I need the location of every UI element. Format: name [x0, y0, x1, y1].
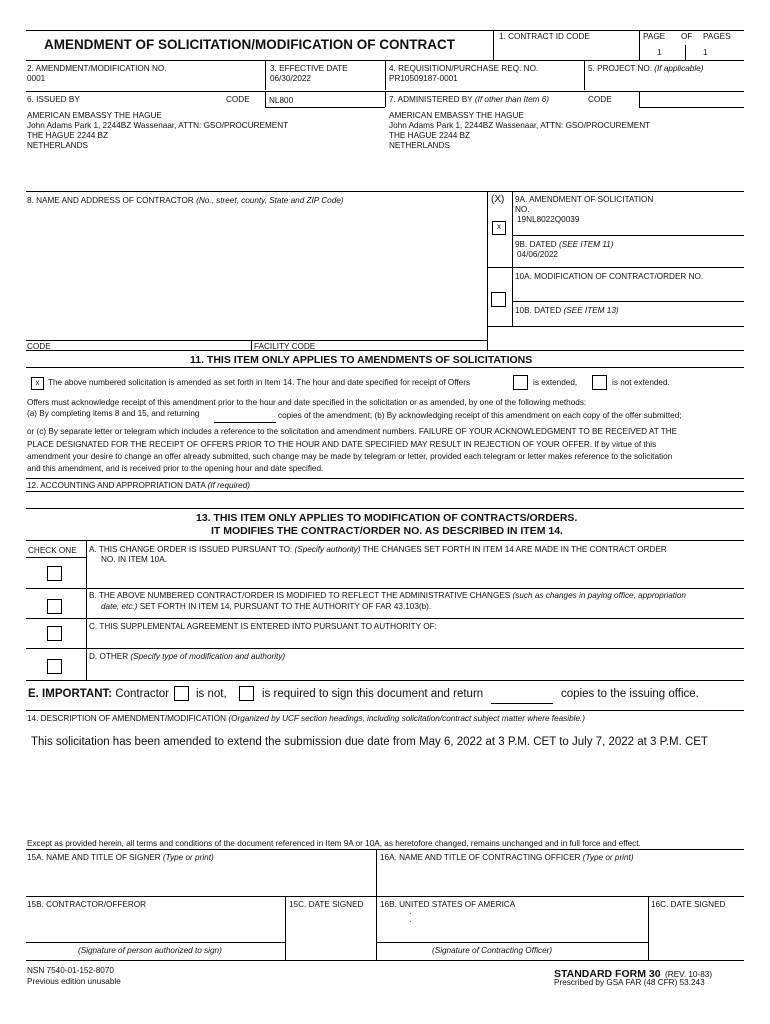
not-extended-checkbox[interactable] [592, 375, 607, 390]
item13c-checkbox[interactable] [47, 626, 62, 641]
requisition-value: PR10509187-0001 [389, 74, 458, 83]
amendment-no-value: 0001 [27, 74, 46, 83]
item13d-checkbox[interactable] [47, 659, 62, 674]
item11-line2: Offers must acknowledge receipt of this amendment prior to the hour and date specified in the solicitation or as amended, by one of the following methods: [27, 398, 587, 407]
pages-number: 1 [703, 48, 708, 57]
item10b-label: 10B. DATED (SEE ITEM 13) [515, 306, 619, 315]
effective-date-label: 3. EFFECTIVE DATE [270, 64, 348, 73]
returning-copies-blank[interactable] [214, 422, 276, 423]
item11-checkbox[interactable]: x [31, 377, 44, 390]
item15-signature-hint: (Signature of person authorized to sign) [78, 946, 222, 955]
of-label: OF [681, 32, 693, 41]
contract-id-label: 1. CONTRACT ID CODE [499, 32, 590, 41]
item12-label: 12. ACCOUNTING AND APPROPRIATION DATA (If required) [27, 481, 250, 490]
administered-line4: NETHERLANDS [389, 141, 450, 150]
item13b-line2: date, etc.) SET FORTH IN ITEM 14, PURSUANT TO THE AUTHORITY OF FAR 43.103(b). [101, 602, 432, 611]
issued-code-value: NL800 [269, 96, 294, 105]
check-one-label: CHECK ONE [28, 546, 77, 555]
item11-line5: PLACE DESIGNATED FOR THE RECEIPT OF OFFERS PRIOR TO THE HOUR AND DATE SPECIFIED MAY RESULT IN REJECTION OF YOUR OFFER. If by virtue of this [27, 440, 657, 449]
prescribed-by: Prescribed by GSA FAR (48 CFR) 53.243 [554, 978, 705, 987]
extended-checkbox[interactable] [513, 375, 528, 390]
facility-code-label: FACILITY CODE [254, 342, 316, 351]
item13b-line1: B. THE ABOVE NUMBERED CONTRACT/ORDER IS MODIFIED TO REFLECT THE ADMINISTRATIVE CHANGES (such as changes in paying office, appropriation [89, 591, 686, 600]
item13d-text: D. OTHER (Specify type of modification and authority) [89, 652, 286, 661]
administered-code-label: CODE [588, 95, 612, 104]
item15a-label: 15A. NAME AND TITLE OF SIGNER (Type or print) [27, 853, 214, 862]
is-not-checkbox[interactable] [174, 686, 189, 701]
signature-marker: · · [409, 909, 412, 926]
is-not-label: is not, [196, 688, 227, 700]
item14-description: This solicitation has been amended to extend the submission due date from May 6, 2022 at 3 P.M. CET to July 7, 2022 at 3 P.M. CET [31, 736, 708, 748]
effective-date-value: 06/30/2022 [270, 74, 311, 83]
item9b-value: 04/06/2022 [517, 250, 558, 259]
item11-line4: or (c) By separate letter or telegram which includes a reference to the solicitation and amendment numbers. FAILURE OF YOUR ACKNOWLEDGMENT TO BE RECEIVED AT THE [27, 427, 678, 436]
standard-form-number: STANDARD FORM 30 (REV. 10-83) [554, 968, 713, 980]
item13a-line2: NO. IN ITEM 10A. [101, 555, 167, 564]
contractor-label: 8. NAME AND ADDRESS OF CONTRACTOR (No., street, county, State and ZIP Code) [27, 196, 344, 205]
item9a-value: 19NL8022Q0039 [517, 215, 580, 224]
item11-line6: amendment your desire to change an offer already submitted, such change may be made by telegram or letter, provided each telegram or letter makes reference to the solicitation [27, 452, 673, 461]
issued-by-line3: THE HAGUE 2244 BZ [27, 131, 108, 140]
important-label: E. IMPORTANT: [28, 688, 113, 700]
item9a-checkbox[interactable]: x [492, 221, 506, 235]
item13c-text: C. THIS SUPPLEMENTAL AGREEMENT IS ENTERED INTO PURSUANT TO AUTHORITY OF: [89, 622, 437, 631]
item11-line1: The above numbered solicitation is amended as set forth in Item 14. The hour and date specified for receipt of Offers [48, 378, 471, 387]
item10-checkbox[interactable] [491, 292, 506, 307]
administered-line2: John Adams Park 1, 2244BZ Wassenaar, ATTN: GSO/PROCUREMENT [389, 121, 651, 130]
not-extended-label: is not extended. [612, 378, 670, 387]
return-copies-blank[interactable] [491, 703, 553, 704]
issued-by-line2: John Adams Park 1, 2244BZ Wassenaar, ATTN: GSO/PROCUREMENT [27, 121, 289, 130]
item15b-label: 15B. CONTRACTOR/OFFEROR [27, 900, 147, 909]
item13a-checkbox[interactable] [47, 566, 62, 581]
is-required-label: is required to sign this document and return [262, 688, 484, 700]
item16a-label: 16A. NAME AND TITLE OF CONTRACTING OFFICER (Type or print) [380, 853, 634, 862]
administered-line1: AMERICAN EMBASSY THE HAGUE [389, 111, 524, 120]
terms-note: Except as provided herein, all terms and conditions of the document referenced in Item 9A or 10A, as heretofore changed, remains unchanged and in full force and effect. [27, 839, 641, 848]
item14-label: 14. DESCRIPTION OF AMENDMENT/MODIFICATION (Organized by UCF section headings, including solicitation/contract subject matter where feasible.) [27, 714, 586, 723]
item11-heading: 11. THIS ITEM ONLY APPLIES TO AMENDMENTS OF SOLICITATIONS [190, 354, 533, 366]
x-column-label: (X) [491, 194, 505, 205]
item9a-label: 9A. AMENDMENT OF SOLICITATION [515, 195, 654, 204]
item13-heading1: 13. THIS ITEM ONLY APPLIES TO MODIFICATION OF CONTRACTS/ORDERS. [196, 512, 578, 524]
is-required-checkbox[interactable] [239, 686, 254, 701]
item9b-label: 9B. DATED (SEE ITEM 11) [515, 240, 614, 249]
important-contractor: Contractor [115, 688, 170, 700]
item13b-checkbox[interactable] [47, 599, 62, 614]
item11-line3b: copies of the amendment; (b) By acknowledging receipt of this amendment on each copy of the offer submitted; [278, 411, 682, 420]
pages-label: PAGES [703, 32, 731, 41]
amendment-no-label: 2. AMENDMENT/MODIFICATION NO. [27, 64, 167, 73]
item13-heading2: IT MODIFIES THE CONTRACT/ORDER NO. AS DESCRIBED IN ITEM 14. [211, 525, 563, 537]
form-title: AMENDMENT OF SOLICITATION/MODIFICATION OF CONTRACT [44, 37, 455, 52]
item16-signature-hint: (Signature of Contracting Officer) [432, 946, 553, 955]
administered-line3: THE HAGUE 2244 BZ [389, 131, 470, 140]
important-row [28, 688, 169, 700]
nsn-number: NSN 7540-01-152-8070 [27, 966, 114, 975]
extended-label: is extended, [533, 378, 578, 387]
item16b-label: 16B. UNITED STATES OF AMERICA [380, 900, 516, 909]
item9a-label-no: NO. [515, 205, 530, 214]
previous-edition: Previous edition unusable [27, 977, 121, 986]
issued-by-label: 6. ISSUED BY [27, 95, 80, 104]
issued-code-label: CODE [226, 95, 250, 104]
item10a-label: 10A. MODIFICATION OF CONTRACT/ORDER NO. [515, 272, 704, 281]
item16c-label: 16C. DATE SIGNED [651, 900, 726, 909]
copies-label: copies to the issuing office. [561, 688, 699, 700]
issued-by-line1: AMERICAN EMBASSY THE HAGUE [27, 111, 162, 120]
administered-by-label: 7. ADMINISTERED BY (If other than Item 6) [389, 95, 550, 104]
page-label: PAGE [643, 32, 666, 41]
item11-line7: and this amendment, and is received prior to the opening hour and date specified. [27, 464, 324, 473]
item13a-line1: A. THIS CHANGE ORDER IS ISSUED PURSUANT TO: (Specify authority) THE CHANGES SET FORTH IN ITEM 14 ARE MADE IN THE CONTRACT ORDER [89, 545, 667, 554]
item11-line3a: (a) By completing items 8 and 15, and returning [27, 409, 200, 418]
issued-by-line4: NETHERLANDS [27, 141, 88, 150]
contractor-code-label: CODE [27, 342, 51, 351]
item15c-label: 15C. DATE SIGNED [289, 900, 364, 909]
project-no-label: 5. PROJECT NO. (If applicable) [588, 64, 704, 73]
requisition-label: 4. REQUISITION/PURCHASE REQ. NO. [389, 64, 539, 73]
page-number: 1 [657, 48, 662, 57]
